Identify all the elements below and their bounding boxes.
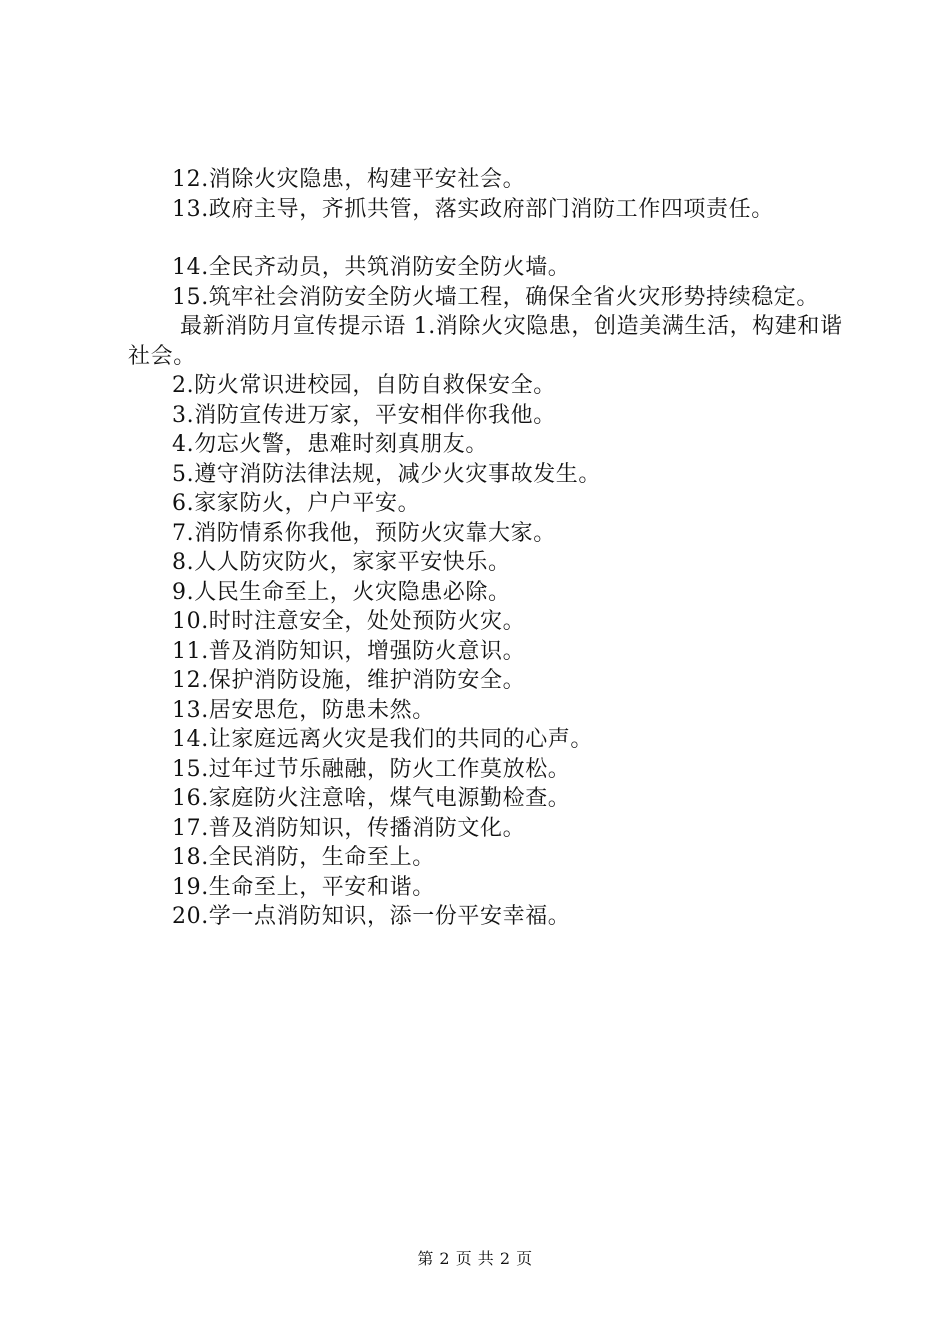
list-item: 16.家庭防火注意啥，煤气电源勤检查。 bbox=[172, 786, 571, 811]
paragraph: 12.消除火灾隐患，构建平安社会。 bbox=[172, 167, 526, 192]
list-item: 12.保护消防设施，维护消防安全。 bbox=[172, 668, 526, 693]
page-number-footer: 第 2 页 共 2 页 bbox=[417, 1249, 533, 1268]
paragraph: 13.政府主导，齐抓共管，落实政府部门消防工作四项责任。 bbox=[172, 196, 774, 222]
list-item: 3.消防宣传进万家，平安相伴你我他。 bbox=[172, 402, 556, 428]
list-item: 6.家家防火，户户平安。 bbox=[172, 491, 421, 516]
list-item: 8.人人防灾防火，家家平安快乐。 bbox=[172, 550, 511, 575]
list-item: 7.消防情系你我他，预防火灾靠大家。 bbox=[172, 520, 556, 546]
list-item: 19.生命至上，平安和谐。 bbox=[172, 874, 435, 900]
list-item: 17.普及消防知识，传播消防文化。 bbox=[172, 815, 526, 841]
list-item: 2.防火常识进校园，自防自救保安全。 bbox=[172, 373, 556, 398]
document-body bbox=[128, 165, 848, 932]
list-item: 20.学一点消防知识，添一份平安幸福。 bbox=[172, 904, 571, 929]
list-item: 18.全民消防，生命至上。 bbox=[172, 845, 435, 870]
list-item: 4.勿忘火警，患难时刻真朋友。 bbox=[172, 432, 488, 457]
paragraph: 15.筑牢社会消防安全防火墙工程，确保全省火灾形势持续稳定。 bbox=[172, 284, 819, 310]
list-item: 14.让家庭远离火灾是我们的共同的心声。 bbox=[172, 727, 593, 752]
paragraph: 最新消防月宣传提示语 1.消除火灾隐患，创造美满生活，构建和谐社会。 bbox=[128, 314, 843, 369]
list-item: 9.人民生命至上，火灾隐患必除。 bbox=[172, 579, 511, 605]
list-item: 11.普及消防知识，增强防火意识。 bbox=[172, 638, 526, 664]
list-item: 15.过年过节乐融融，防火工作莫放松。 bbox=[172, 756, 571, 782]
list-item: 5.遵守消防法律法规，减少火灾事故发生。 bbox=[172, 461, 601, 487]
paragraph: 14.全民齐动员，共筑消防安全防火墙。 bbox=[172, 255, 571, 280]
list-item: 10.时时注意安全，处处预防火灾。 bbox=[172, 609, 526, 634]
list-item: 13.居安思危，防患未然。 bbox=[172, 697, 435, 723]
